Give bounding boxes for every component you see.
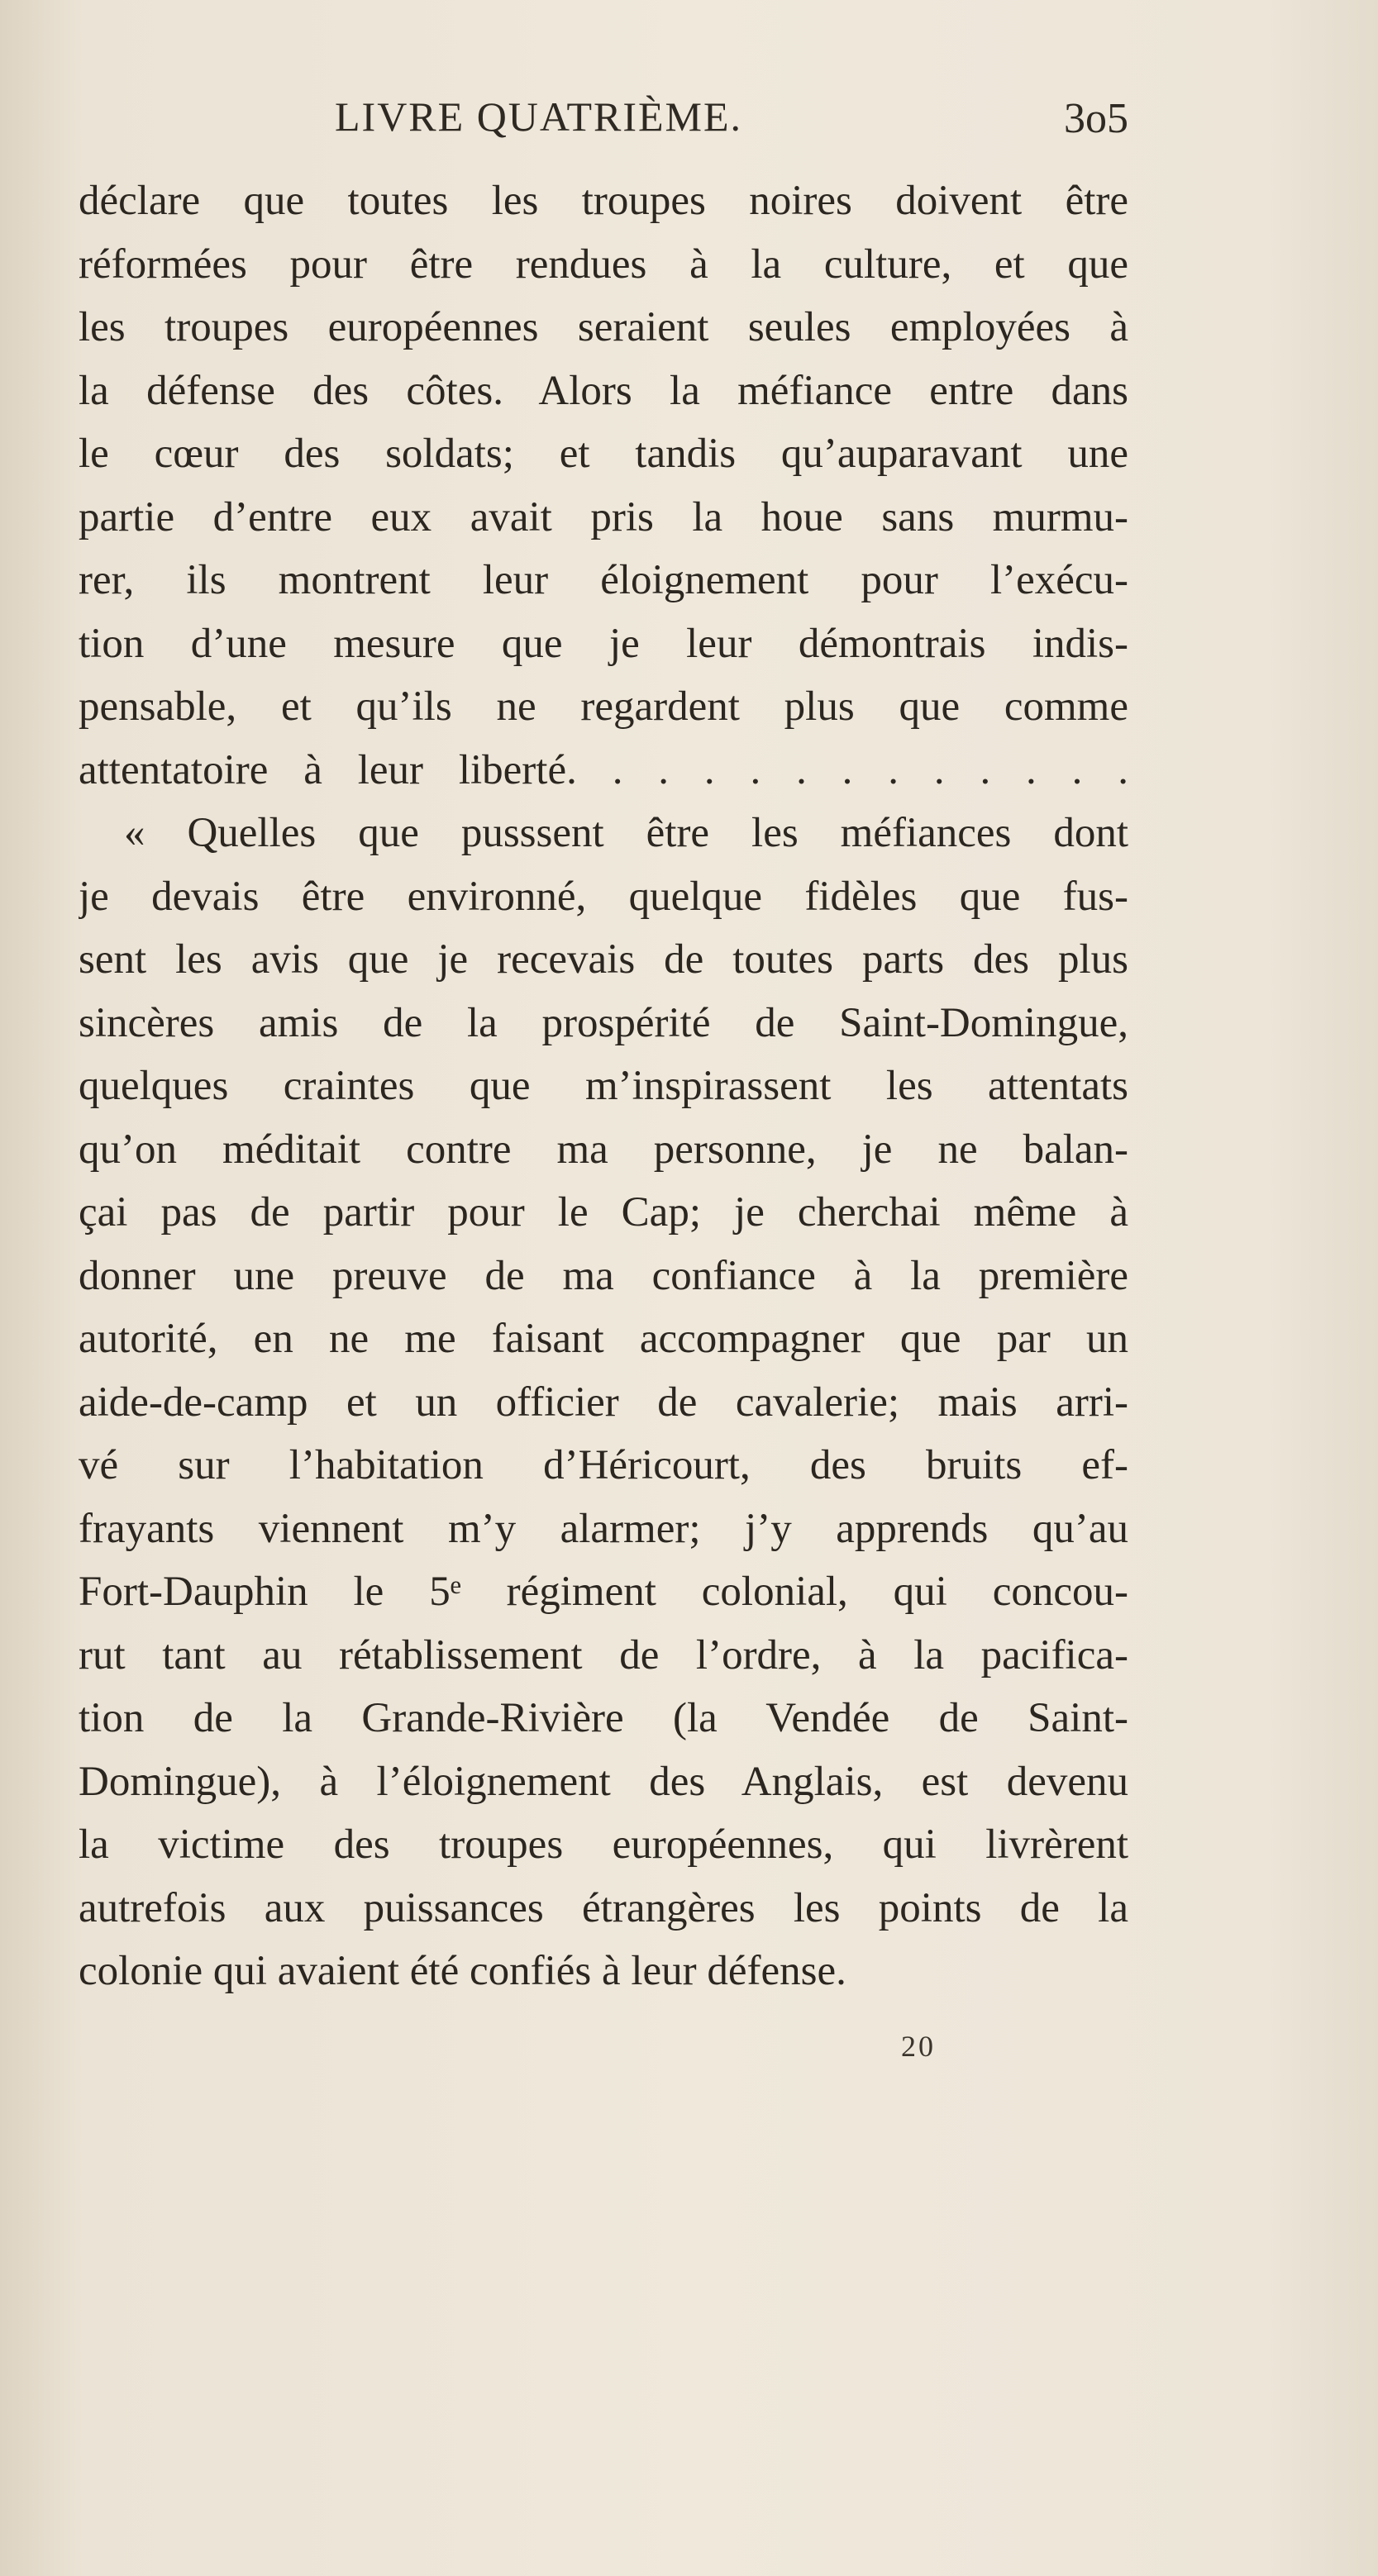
text-line: les troupes européennes seraient seules employées à: [79, 304, 1128, 350]
text-line: donner une preuve de ma confiance à la première: [79, 1252, 1128, 1299]
signature-mark: 20: [901, 2030, 936, 2063]
text-line: attentatoire à leur liberté. . . . . . . . . . . . .: [79, 746, 1128, 793]
text-line: Domingue), à l’éloignement des Anglais, est devenu: [79, 1758, 1128, 1805]
page-number: 3o5: [1064, 95, 1128, 142]
text-line: autorité, en ne me faisant accompagner que par un: [79, 1316, 1128, 1362]
text-line: réformées pour être rendues à la culture, et que: [79, 240, 1128, 288]
text-line: tion de la Grande-Rivière (la Vendée de Saint-: [79, 1695, 1128, 1741]
text-line: rut tant au rétablissement de l’ordre, à la pacifica-: [79, 1631, 1128, 1678]
text-line: je devais être environné, quelque fidèles que fus-: [79, 873, 1128, 920]
text-line: autrefois aux puissances étrangères les points de la: [79, 1884, 1128, 1931]
text-line: partie d’entre eux avait pris la houe sans murmu-: [79, 493, 1128, 540]
text-line: frayants viennent m’y alarmer; j’y apprends qu’au: [79, 1505, 1128, 1552]
text-line: vé sur l’habitation d’Héricourt, des bruits ef-: [79, 1442, 1128, 1488]
text-line: « Quelles que pusssent être les méfiances dont: [124, 810, 1128, 856]
text-line: aide-de-camp et un officier de cavalerie; mais arri-: [79, 1378, 1128, 1426]
running-title: LIVRE QUATRIÈME.: [335, 93, 743, 140]
running-head: [79, 93, 1128, 159]
text-line: déclare que toutes les troupes noires doivent être: [79, 178, 1128, 224]
text-line: pensable, et qu’ils ne regardent plus que comme: [79, 683, 1128, 730]
text-line: sent les avis que je recevais de toutes parts des plus: [79, 936, 1128, 983]
text-line: tion d’une mesure que je leur démontrais indis-: [79, 620, 1128, 667]
text-line: sincères amis de la prospérité de Saint-Domingue,: [79, 999, 1128, 1046]
body-text: [79, 169, 1128, 2003]
text-line: rer, ils montrent leur éloignement pour l’exécu-: [79, 557, 1128, 603]
text-line: le cœur des soldats; et tandis qu’auparavant une: [79, 431, 1128, 477]
text-line: Fort-Dauphin le 5ᵉ régiment colonial, qui concou-: [79, 1569, 1128, 1615]
text-line: la victime des troupes européennes, qui livrèrent: [79, 1821, 1128, 1868]
text-line: çai pas de partir pour le Cap; je cherchai même à: [79, 1189, 1128, 1236]
text-line: qu’on méditait contre ma personne, je ne balan-: [79, 1126, 1128, 1173]
text-line: quelques craintes que m’inspirassent les attentats: [79, 1063, 1128, 1109]
text-line: la défense des côtes. Alors la méfiance entre dans: [79, 367, 1128, 414]
text-line: colonie qui avaient été confiés à leur défense.: [79, 1948, 846, 1994]
